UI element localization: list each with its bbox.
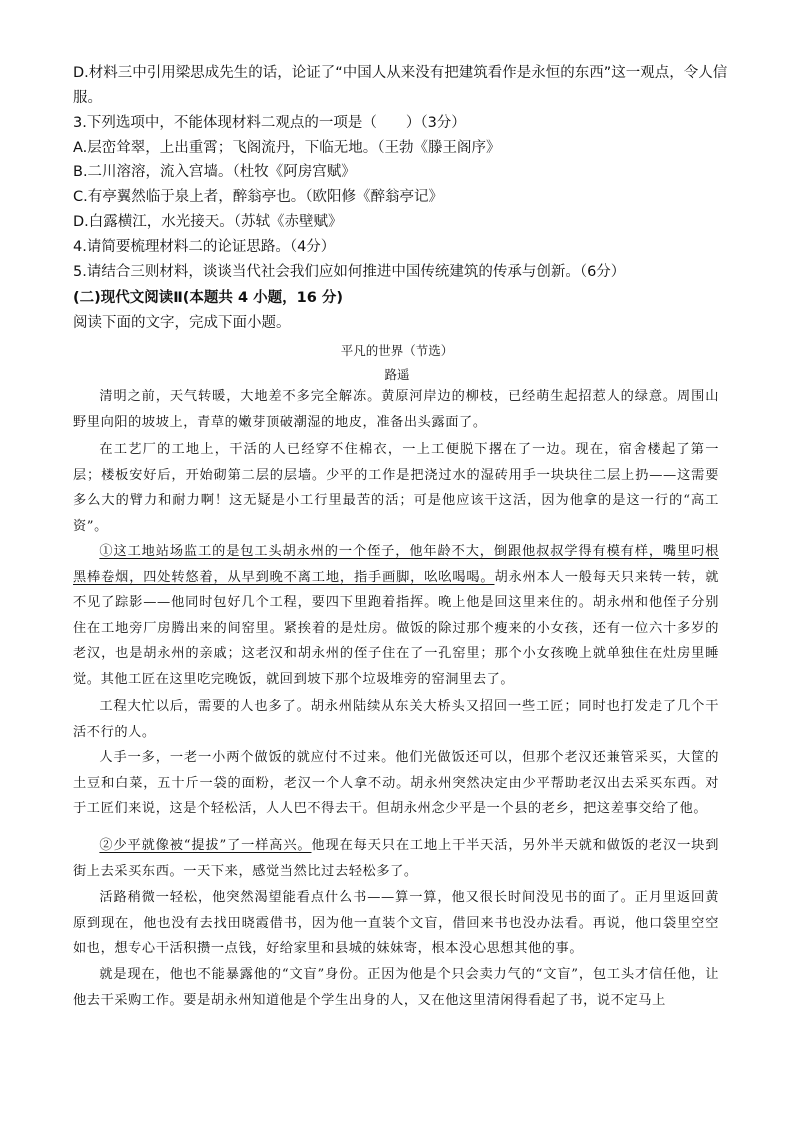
article-author: 路遥: [384, 367, 410, 382]
option-d-line1: D.材料三中引用梁思成先生的话，论证了“中国人从来没有把建筑看作是永恒的东西”这一观点，令人信: [73, 65, 728, 81]
section-title: (二)现代文阅读Ⅱ(本题共 4 小题，16 分): [73, 290, 343, 306]
underlined-sentence-2: ②少平就像被“提拔”了一样高兴。: [99, 838, 312, 853]
question-5: 5.请结合三则材料，谈谈当代社会我们应如何推进中国传统建筑的传承与创新。（6分）: [73, 264, 626, 280]
option-d-line2: 服。: [73, 90, 102, 106]
reading-instruction: 阅读下面的文字，完成下面小题。: [73, 315, 291, 331]
article-paragraph-2: 在工艺厂的工地上，干活的人已经穿不住棉衣，一上工便脱下撂在了一边。现在，宿舍楼起了第一层；楼板安好后，开始砌第二层的层墙。少平的工作是把浇过水的湿砖用手一块块往二层上扔——这需要多么大的臂力和耐力啊！这无疑是小工行里最苦的活；可是他应该干这活，因为他拿的是这一行的“高工资”。: [73, 442, 719, 534]
article-paragraph-4: 工程大忙以后，需要的人也多了。胡永州陆续从东关大桥头又招回一些工匠；同时也打发走了几个干活不行的人。: [73, 699, 719, 740]
article-paragraph-5: 人手一多，一老一小两个做饭的就应付不过来。他们光做饭还可以，但那个老汉还兼管采买，大筐的土豆和白菜，五十斤一袋的面粉，老汉一个人拿不动。胡永州突然决定由少平帮助老汉出去采买东西。对于工匠们来说，这是个轻松活，人人巴不得去干。但胡永州念少平是一个县的老乡，把这差事交给了他。: [73, 750, 719, 817]
paragraph-3-rest: 胡永州本人一般每天只来转一转，就不见了踪影——他同时包好几个工程，要四下里跑着指挥。晚上他是回这里来住的。胡永州和他侄子分别住在工地旁厂房腾出来的间窑里。紧挨着的是灶房。做饭的除过那个瘦来的小女孩，还有一位六十多岁的老汉，也是胡永州的亲戚；这老汉和胡永州的侄子住在了一孔窑里；那个小女孩晚上就单独住在灶房里睡觉。其他工匠在这里吃完晚饭，就回到坡下那个垃圾堆旁的窑洞里去了。: [73, 569, 719, 687]
article-title: 平凡的世界（节选）: [340, 343, 454, 358]
article-paragraph-3: [73, 539, 719, 693]
article-paragraph-8: 就是现在，他也不能暴露他的“文盲”身份。正因为他是个只会卖力气的“文盲”，包工头才信任他，让他去干采购工作。要是胡永州知道他是个学生出身的人，又在他这里清闲得看起了书，说不定马上: [73, 967, 719, 1008]
question-3-option-a: A.层峦耸翠，上出重霄；飞阁流丹，下临无地。（王勃《滕王阁序》: [73, 140, 501, 156]
article-paragraph-1: 清明之前，天气转暖，大地差不多完全解冻。黄原河岸边的柳枝，已经萌生起招惹人的绿意。周围山野里向阳的坡坡上，青草的嫩芽顶破潮湿的地皮，准备出头露面了。: [73, 389, 719, 430]
question-4: 4.请简要梳理材料二的论证思路。（4分）: [73, 239, 336, 255]
question-3-option-d: D.白露横江，水光接天。（苏轼《赤壁赋》: [73, 214, 343, 230]
article-paragraph-7: 活路稍微一轻松，他突然渴望能看点什么书——算一算，他又很长时间没见书的面了。正月里返回黄原到现在，他也没有去找田晓霞借书，因为他一直装个文盲，借回来书也没办法看。再说，他口袋里空空如也，想专心干活积攒一点钱，好给家里和县城的妹妹寄，根本没心思想其他的事。: [73, 890, 719, 957]
paragraph-6-rest: 他现在每天只在工地上干半天活，另外半天就和做饭的老汉一块到街上去采买东西。一天下来，感觉当然比过去轻松多了。: [73, 838, 719, 879]
underlined-sentence-1: ①这工地站场监工的是包工头胡永州的一个侄子，他年龄不大，倒跟他叔叔学得有模有样，嘴里叼根黑棒卷烟，四处转悠着，从早到晚不离工地，指手画脚，吆吆喝喝。: [73, 544, 719, 585]
question-3: 3.下列选项中，不能体现材料二观点的一项是（ ）（3分）: [73, 115, 466, 131]
question-3-option-c: C.有亭翼然临于泉上者，醉翁亭也。（欧阳修《醉翁亭记》: [73, 189, 443, 205]
question-3-option-b: B.二川溶溶，流入宫墙。（杜牧《阿房宫赋》: [73, 164, 356, 180]
article-paragraph-6: [73, 833, 719, 884]
